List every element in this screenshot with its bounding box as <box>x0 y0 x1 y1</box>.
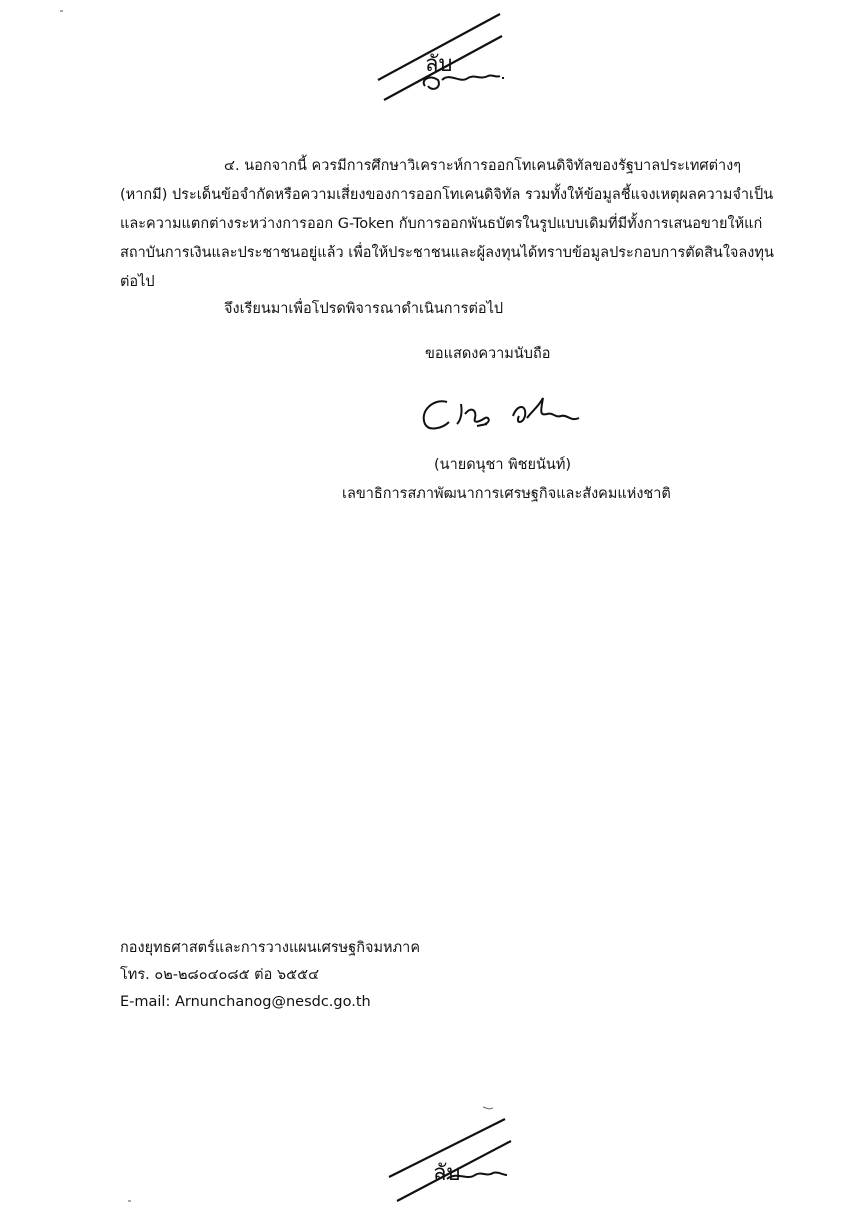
paragraph-line: สถาบันการเงินและประชาชนอยู่แล้ว เพื่อให้ประชาชนและผู้ลงทุนได้ทราบข้อมูลประกอบการตัดสินใจลงทุน <box>120 245 774 261</box>
paragraph-line: ๔. นอกจากนี้ ควรมีการศึกษาวิเคราะห์การออกโทเคนดิจิทัลของรัฐบาลประเทศต่างๆ <box>224 158 742 174</box>
confidential-stamp-bottom-text: ลับ <box>433 1161 461 1186</box>
signatory-position: เลขาธิการสภาพัฒนาการเศรษฐกิจและสังคมแห่งชาติ <box>342 486 671 502</box>
email-address: E-mail: Arnunchanog@nesdc.go.th <box>120 994 371 1010</box>
phone-number: โทร. ๐๒-๒๘๐๔๐๘๕ ต่อ ๖๕๕๔ <box>120 967 320 983</box>
closing-request: จึงเรียนมาเพื่อโปรดพิจารณาดำเนินการต่อไป <box>224 301 504 317</box>
confidential-stamp-top <box>370 8 520 103</box>
scan-speck <box>60 10 63 12</box>
department-name: กองยุทธศาสตร์และการวางแผนเศรษฐกิจมหภาค <box>120 940 421 956</box>
confidential-stamp-bottom <box>385 1105 535 1205</box>
scan-speck <box>128 1200 131 1202</box>
signatory-name: (นายดนุชา พิชยนันท์) <box>434 457 572 473</box>
signature <box>415 388 595 442</box>
confidential-stamp-top-text: ลับ <box>425 52 453 77</box>
closing-respect: ขอแสดงความนับถือ <box>425 346 551 362</box>
paragraph-line: (หากมี) ประเด็นข้อจำกัดหรือความเสี่ยงของการออกโทเคนดิจิทัล รวมทั้งให้ข้อมูลชี้แจงเหตุผลความจำเป็น <box>120 187 774 203</box>
paragraph-line: และความแตกต่างระหว่างการออก G-Token กับการออกพันธบัตรในรูปแบบเดิมที่มีทั้งการเสนอขายให้แก่ <box>120 216 763 232</box>
paragraph-item-4 <box>120 152 782 297</box>
paragraph-line: ต่อไป <box>120 274 155 290</box>
contact-block <box>120 935 420 1016</box>
